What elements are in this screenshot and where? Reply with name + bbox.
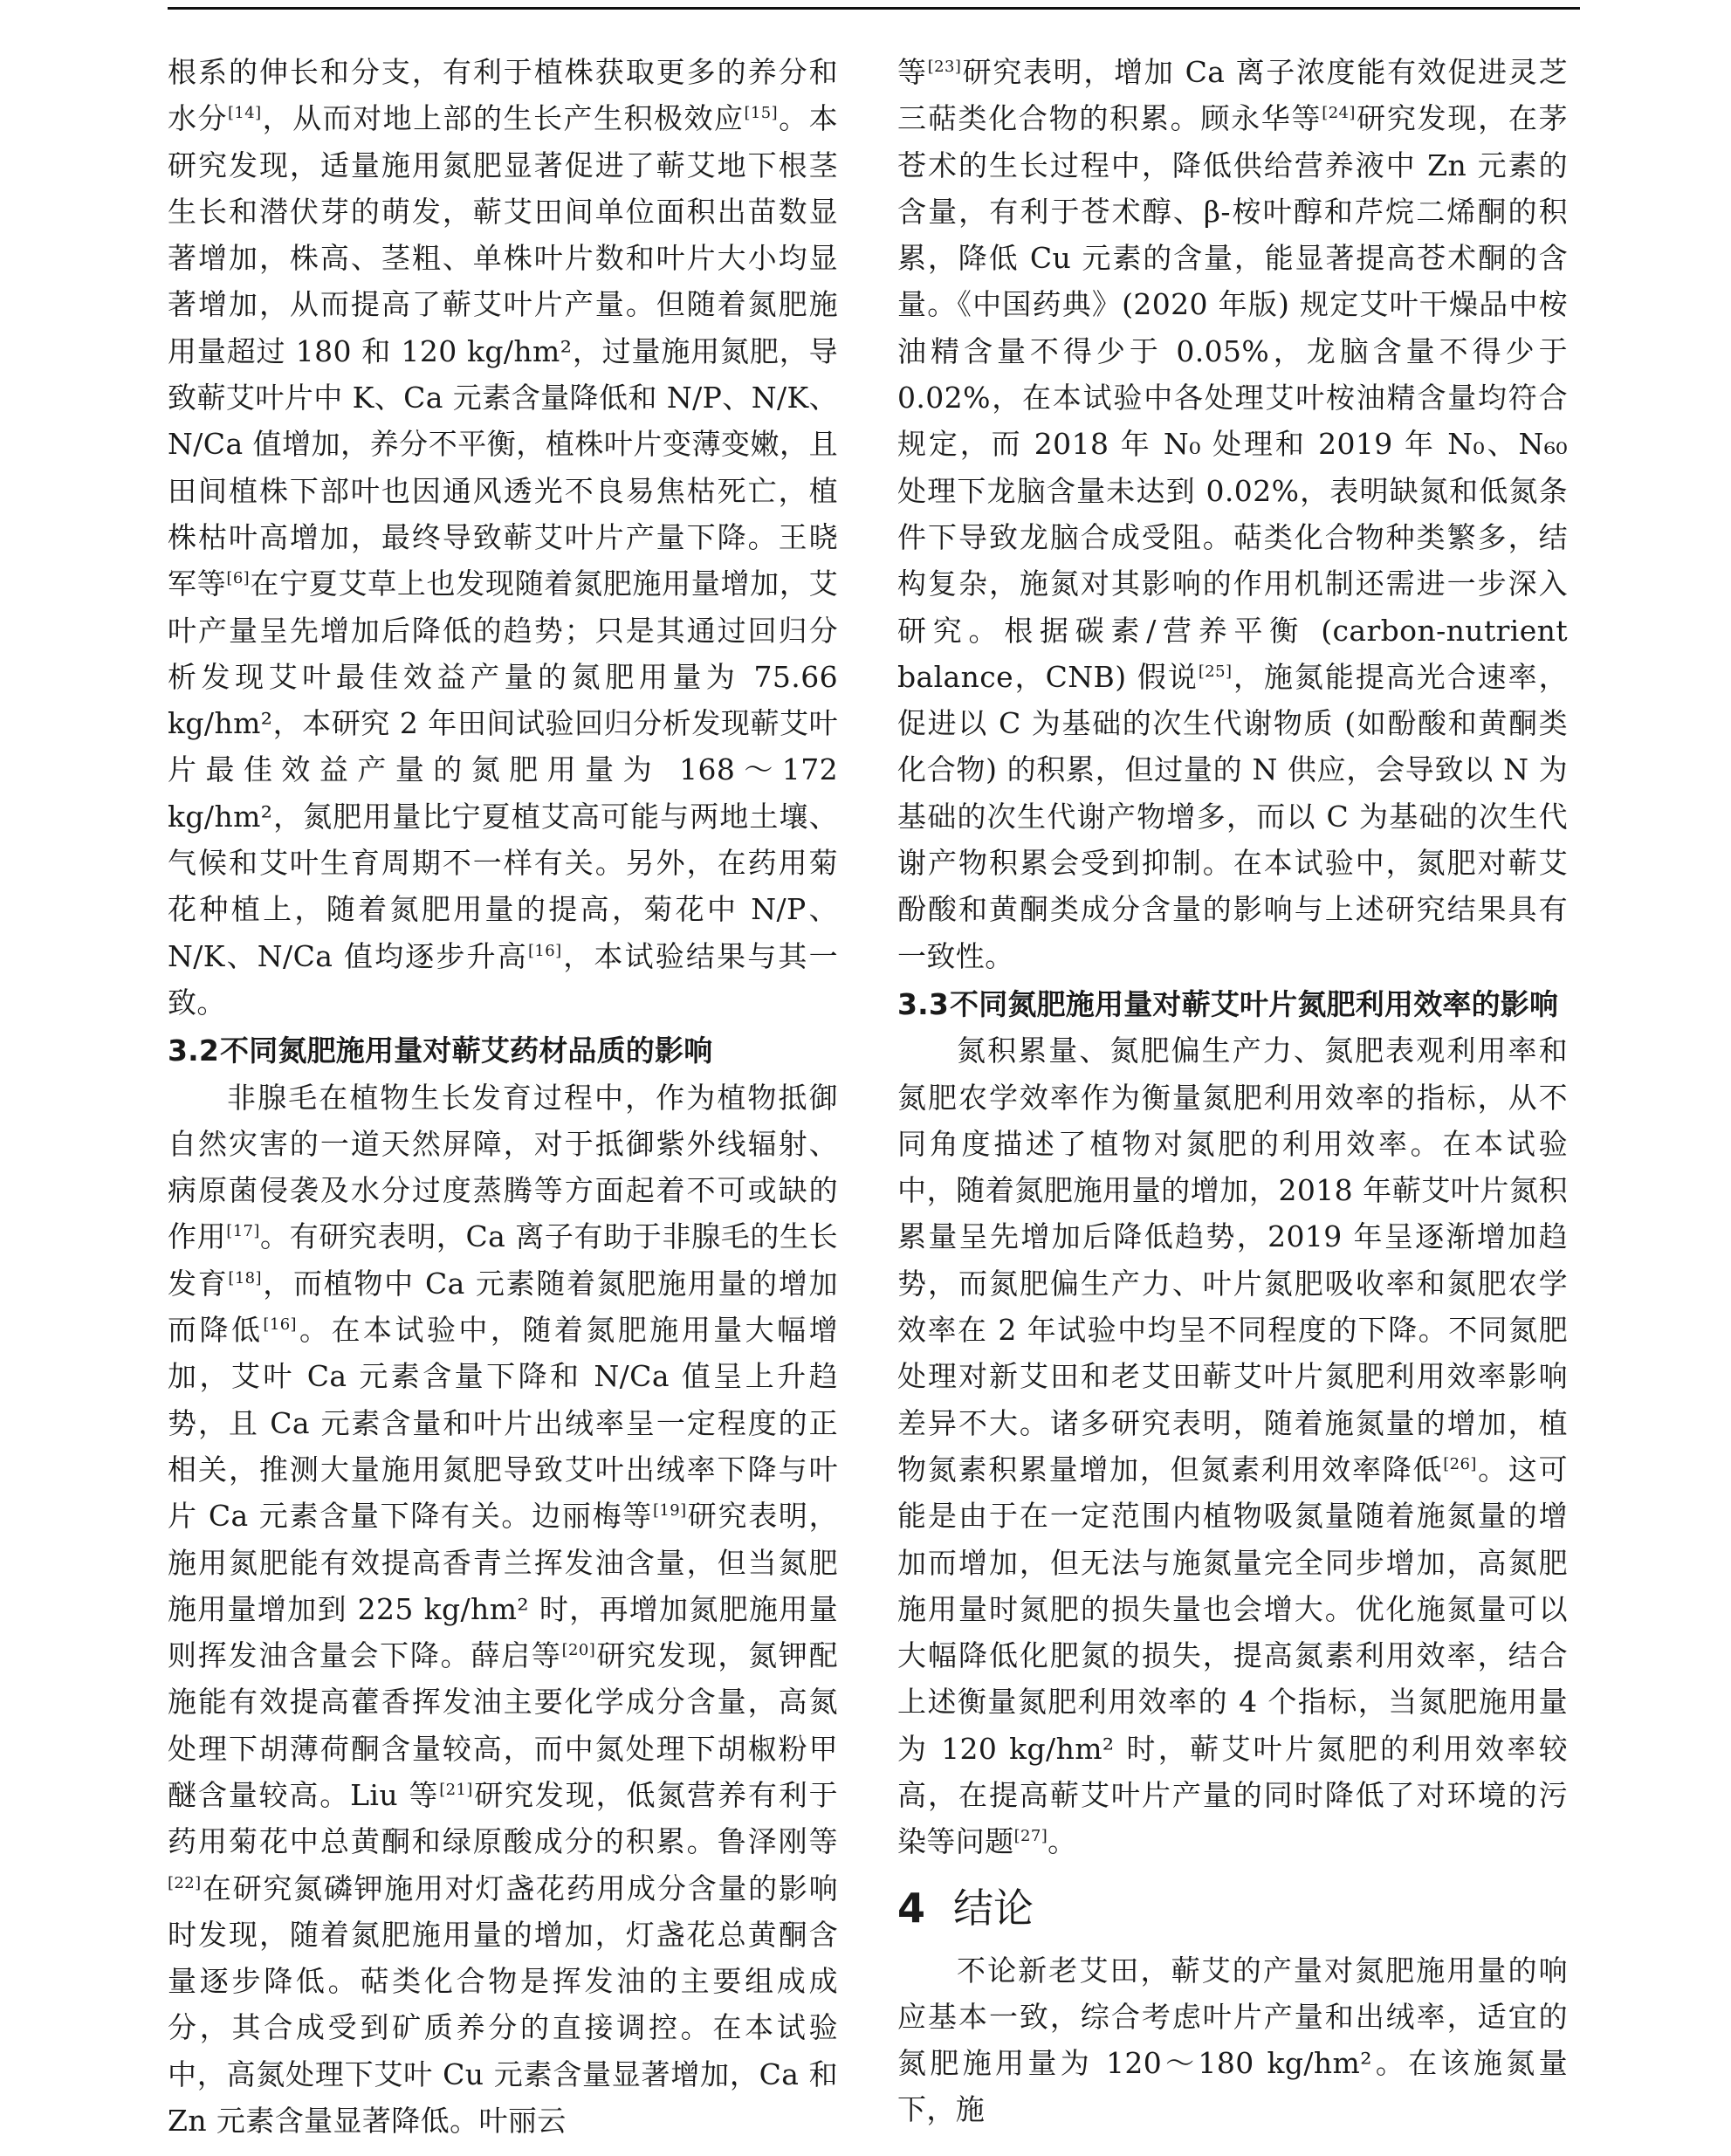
- para-text: 研究表明，增加 Ca 离子浓度能有效促进灵芝三萜类化合物的积累。顾永华等: [897, 55, 1568, 136]
- paragraph-3-1-continued: [168, 49, 838, 1026]
- citation-ref[interactable]: [26]: [1443, 1454, 1477, 1473]
- paragraph-3-3: [897, 1027, 1568, 1864]
- para-text: 非腺毛在植物生长发育过程中，作为植物抵御自然灾害的一道天然屏障，对于抵御紫外线辐射、病原菌侵袭及水分过度蒸腾等方面起着不可或缺的作用: [168, 1080, 838, 1254]
- citation-ref[interactable]: [14]: [227, 104, 262, 123]
- para-text: ，施氮能提高光合速率，促进以 C 为基础的次生代谢物质 (如酚酸和黄酮类化合物) 的积累，但过量的 N 供应，会导致以 N 为基础的次生代谢产物增多，而以 C 为基础的次生代谢产物积累会受到抑制。在本试验中，氮肥对蕲艾酚酸和黄酮类成分含量的影响与上述研究结果具有一致性。: [897, 659, 1568, 973]
- section-number: 3.2: [168, 1033, 220, 1068]
- section-heading-3-3: [897, 981, 1568, 1027]
- para-text: 。: [1048, 1824, 1077, 1859]
- section-title: 不同氮肥施用量对蕲艾叶片氮肥利用效率的影响: [950, 986, 1559, 1021]
- citation-ref[interactable]: [22]: [168, 1873, 202, 1892]
- para-text: 研究发现，在茅苍术的生长过程中，降低供给营养液中 Zn 元素的含量，有利于苍术醇、β-桉叶醇和芹烷二烯酮的积累，降低 Cu 元素的含量，能显著提高苍术酮的含量。《中国药典》(2020 年版) 规定艾叶干燥品中桉油精含量不得少于 0.05%，龙脑含量不得少于 0.02%，在本试验中各处理艾叶桉油精含量均符合规定，而 2018 年 N₀ 处理和 2019 年 N₀、N₆₀ 处理下龙脑含量未达到 0.02%，表明缺氮和低氮条件下导致龙脑合成受阻。萜类化合物种类繁多，结构复杂，施氮对其影响的作用机制还需进一步深入研究。根据碳素/营养平衡 (carbon-nutrient balance，CNB) 假说: [897, 101, 1568, 694]
- para-text: 根系的伸长和分支，有利于植株获取更多的养分和水分: [168, 55, 838, 136]
- para-text: 。在本试验中，随着氮肥施用量大幅增加，艾叶 Ca 元素含量下降和 N/Ca 值呈上升趋势，且 Ca 元素含量和叶片出绒率呈一定程度的正相关，推测大量施用氮肥导致艾叶出绒率下降与叶片 Ca 元素含量下降有关。边丽梅等: [168, 1313, 838, 1534]
- para-text: 。这可能是由于在一定范围内植物吸氮量随着施氮量的增加而增加，但无法与施氮量完全同步增加，高氮肥施用量时氮肥的损失量也会增大。优化施氮量可以大幅降低化肥氮的损失，提高氮素利用效率，结合上述衡量氮肥利用效率的 4 个指标，当氮肥施用量为 120 kg/hm² 时，蕲艾叶片氮肥的利用效率较高，在提高蕲艾叶片产量的同时降低了对环境的污染等问题: [897, 1452, 1569, 1859]
- para-text: 研究发现，氮钾配施能有效提高藿香挥发油主要化学成分含量，高氮处理下胡薄荷酮含量较高，而中氮处理下胡椒粉甲醚含量较高。Liu 等: [168, 1638, 839, 1812]
- citation-ref[interactable]: [15]: [744, 104, 779, 123]
- para-text: ，从而对地上部的生长产生积极效应: [261, 101, 745, 136]
- citation-ref[interactable]: [25]: [1198, 662, 1233, 681]
- section-title: 结论: [953, 1884, 1034, 1932]
- right-column: [897, 49, 1568, 2133]
- para-text: 不论新老艾田，蕲艾的产量对氮肥施用量的响应基本一致，综合考虑叶片产量和出绒率，适宜的氮肥施用量为 120～180 kg/hm²。在该施氮量下，施: [897, 1953, 1568, 2127]
- paragraph-3-2-continued: [897, 49, 1568, 979]
- para-text: 研究发现，低氮营养有利于药用菊花中总黄酮和绿原酸成分的积累。鲁泽刚等: [168, 1777, 838, 1859]
- citation-ref[interactable]: [19]: [652, 1501, 687, 1521]
- section-title: 不同氮肥施用量对蕲艾药材品质的影响: [220, 1033, 713, 1068]
- para-text: 在研究氮磷钾施用对灯盏花药用成分含量的影响时发现，随着氮肥施用量的增加，灯盏花总黄酮含量逐步降低。萜类化合物是挥发油的主要组成成分，其合成受到矿质养分的直接调控。在本试验中，高氮处理下艾叶 Cu 元素含量显著增加，Ca 和 Zn 元素含量显著降低。叶丽云: [168, 1871, 838, 2139]
- citation-ref[interactable]: [20]: [561, 1641, 596, 1660]
- header-rule: [168, 7, 1580, 10]
- citation-ref[interactable]: [18]: [228, 1268, 262, 1287]
- para-text: 在宁夏艾草上也发现随着氮肥施用量增加，艾叶产量呈先增加后降低的趋势；只是其通过回归分析发现艾叶最佳效益产量的氮肥用量为 75.66 kg/hm²，本研究 2 年田间试验回归分析发现蕲艾叶片最佳效益产量的氮肥用量为 168～172 kg/hm²，氮肥用量比宁夏植艾高可能与两地土壤、气候和艾叶生育周期不一样有关。另外，在药用菊花种植上，随着氮肥用量的提高，菊花中 N/P、N/K、N/Ca 值均逐步升高: [168, 566, 838, 973]
- section-number: 3.3: [897, 986, 950, 1021]
- citation-ref[interactable]: [17]: [226, 1222, 260, 1241]
- citation-ref[interactable]: [27]: [1013, 1827, 1048, 1846]
- section-number: 4: [897, 1884, 926, 1932]
- left-column: [168, 49, 838, 2144]
- citation-ref[interactable]: [16]: [263, 1315, 297, 1335]
- para-text: 。本研究发现，适量施用氮肥显著促进了蕲艾地下根茎生长和潜伏芽的萌发，蕲艾田间单位面积出苗数显著增加，株高、茎粗、单株叶片数和叶片大小均显著增加，从而提高了蕲艾叶片产量。但随着氮肥施用量超过 180 和 120 kg/hm²，过量施用氮肥，导致蕲艾叶片中 K、Ca 元素含量降低和 N/P、N/K、N/Ca 值增加，养分不平衡，植株叶片变薄变嫩，且田间植株下部叶也因通风透光不良易焦枯死亡，植株枯叶高增加，最终导致蕲艾叶片产量下降。王晓军等: [168, 101, 838, 601]
- para-text: 等: [897, 55, 928, 89]
- para-text: 研究表明，施用氮肥能有效提高香青兰挥发油含量，但当氮肥施用量增加到 225 kg/hm² 时，再增加氮肥施用量则挥发油含量会下降。薛启等: [168, 1499, 839, 1673]
- para-text: ，而植物中 Ca 元素随着氮肥施用量的增加而降低: [168, 1266, 838, 1348]
- section-heading-3-2: [168, 1027, 838, 1074]
- citation-ref[interactable]: [24]: [1322, 104, 1356, 123]
- paragraph-4: [897, 1947, 1568, 2133]
- citation-ref[interactable]: [6]: [226, 569, 251, 588]
- paragraph-3-2: [168, 1075, 838, 2145]
- citation-ref[interactable]: [16]: [527, 941, 562, 960]
- citation-ref[interactable]: [23]: [927, 58, 962, 76]
- section-heading-4: [897, 1878, 1568, 1939]
- para-text: ，本试验结果与其一致。: [168, 938, 838, 1020]
- citation-ref[interactable]: [21]: [439, 1780, 473, 1799]
- para-text: 氮积累量、氮肥偏生产力、氮肥表观利用率和氮肥农学效率作为衡量氮肥利用效率的指标，从不同角度描述了植物对氮肥的利用效率。在本试验中，随着氮肥施用量的增加，2018 年蕲艾叶片氮积累量呈先增加后降低趋势，2019 年呈逐渐增加趋势，而氮肥偏生产力、叶片氮肥吸收率和氮肥农学效率在 2 年试验中均呈不同程度的下降。不同氮肥处理对新艾田和老艾田蕲艾叶片氮肥利用效率影响差异不大。诸多研究表明，随着施氮量的增加，植物氮素积累量增加，但氮素利用效率降低: [897, 1033, 1568, 1487]
- para-text: 。有研究表明，Ca 离子有助于非腺毛的生长发育: [168, 1219, 838, 1301]
